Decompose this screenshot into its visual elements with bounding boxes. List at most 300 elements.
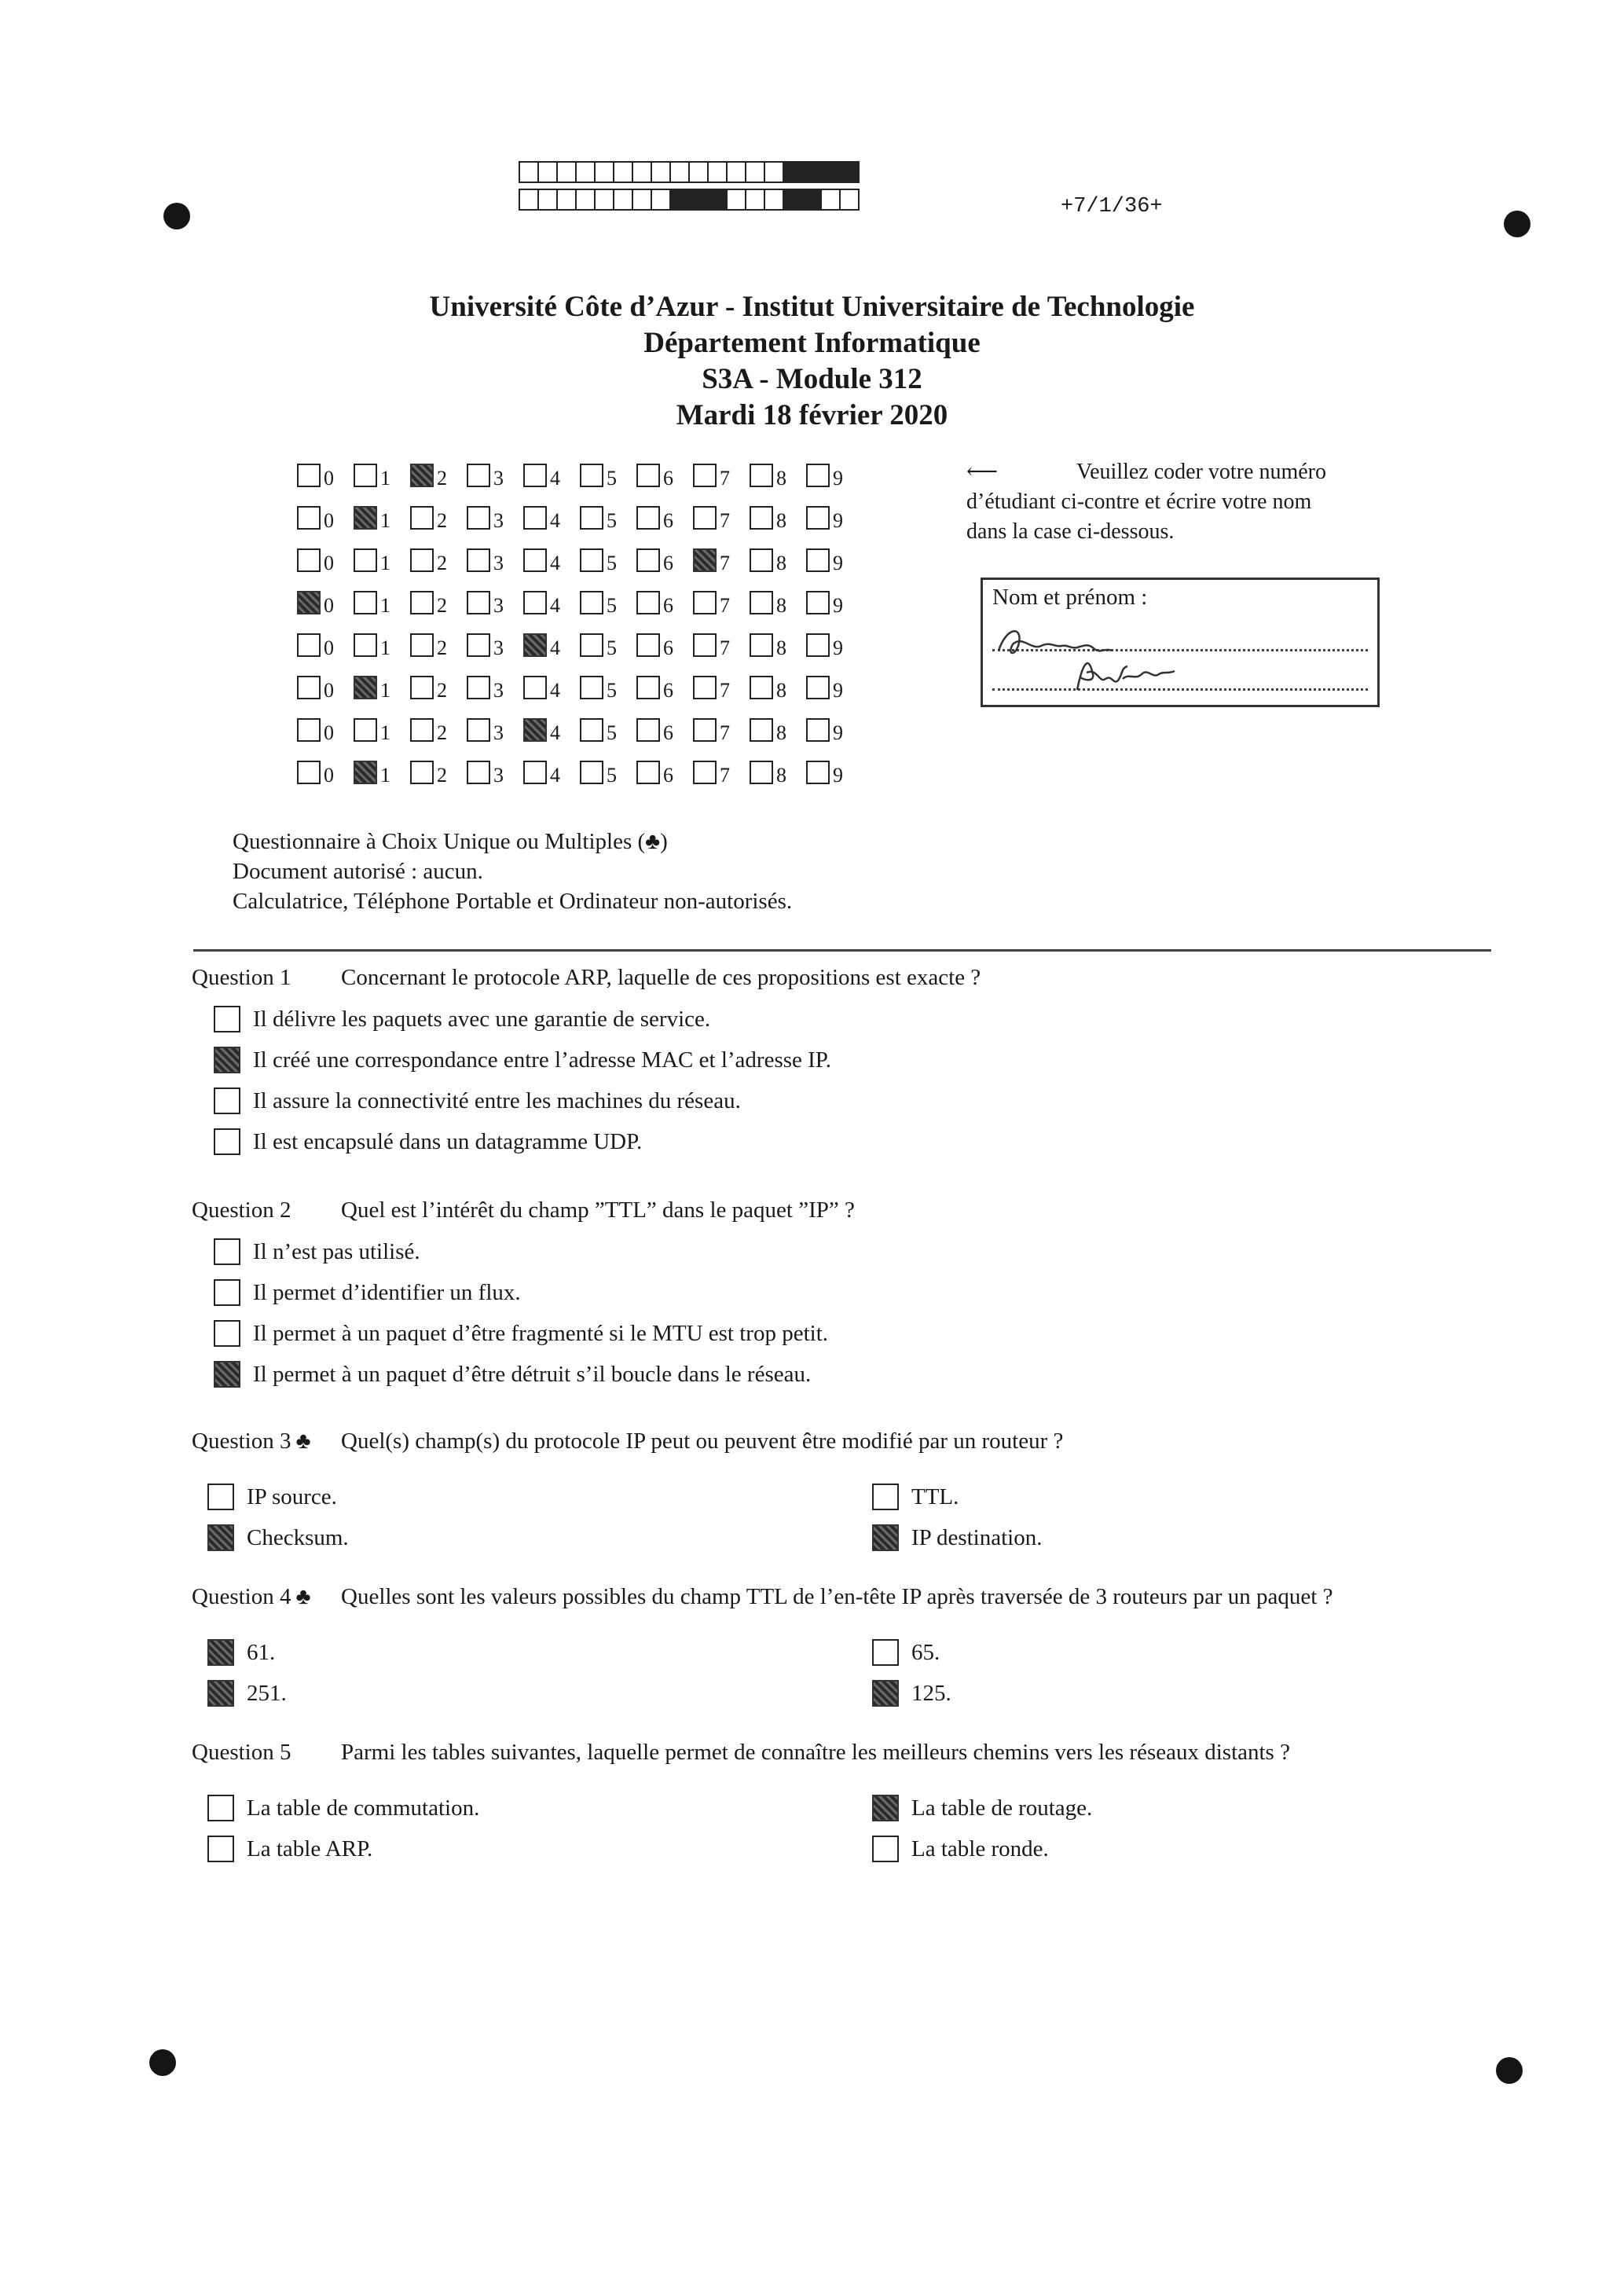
header-university: Université Côte d’Azur - Institut Universitaire de Technologie xyxy=(429,291,1195,323)
digit-checkbox[interactable] xyxy=(580,506,603,530)
digit-checkbox[interactable] xyxy=(693,591,717,614)
digit-checkbox[interactable] xyxy=(297,676,321,699)
digit-checkbox[interactable] xyxy=(467,718,490,742)
digit-checkbox[interactable] xyxy=(523,548,547,572)
digit-option[interactable] xyxy=(750,548,806,572)
answer-text: 125. xyxy=(911,1680,951,1706)
digit-label: 8 xyxy=(776,467,786,490)
answer-option[interactable] xyxy=(207,1795,479,1821)
digit-label: 3 xyxy=(493,467,504,490)
digit-option[interactable] xyxy=(693,464,750,490)
digit-label: 6 xyxy=(663,509,673,532)
answer-checkbox[interactable] xyxy=(207,1795,234,1821)
answer-text: 65. xyxy=(911,1639,940,1665)
answer-option[interactable] xyxy=(207,1484,337,1510)
digit-label: 8 xyxy=(776,764,786,787)
digit-label: 1 xyxy=(380,721,390,744)
answer-checkbox-checked[interactable] xyxy=(872,1524,899,1551)
digit-option[interactable] xyxy=(693,718,750,742)
digit-option[interactable] xyxy=(580,761,636,787)
digit-checkbox[interactable] xyxy=(467,464,490,487)
digit-checkbox[interactable] xyxy=(806,718,830,742)
digit-checkbox[interactable] xyxy=(580,591,603,614)
digit-checkbox[interactable] xyxy=(806,591,830,614)
answer-checkbox[interactable] xyxy=(214,1238,240,1265)
digit-option[interactable] xyxy=(750,464,806,490)
answer-checkbox[interactable] xyxy=(214,1087,240,1114)
student-number-instructions xyxy=(966,457,1391,547)
digit-checkbox[interactable] xyxy=(636,464,660,487)
digit-option[interactable] xyxy=(580,591,636,617)
question-5 xyxy=(192,1740,1496,1766)
answer-option[interactable] xyxy=(214,1279,521,1306)
digit-option[interactable] xyxy=(410,506,467,530)
digit-checkbox[interactable] xyxy=(636,676,660,699)
header-module: S3A - Module 312 xyxy=(702,363,922,395)
digit-option[interactable] xyxy=(580,464,636,490)
digit-checkbox[interactable] xyxy=(750,464,773,487)
digit-checkbox[interactable] xyxy=(523,591,547,614)
digit-checkbox[interactable] xyxy=(523,676,547,699)
digit-option[interactable] xyxy=(806,676,863,702)
question-number xyxy=(192,1198,341,1223)
answer-option[interactable] xyxy=(207,1680,287,1707)
digit-option[interactable] xyxy=(297,676,354,702)
digit-checkbox[interactable] xyxy=(410,464,434,487)
answer-text: IP source. xyxy=(247,1484,337,1509)
digit-option[interactable] xyxy=(750,633,806,657)
digit-option[interactable] xyxy=(806,464,863,490)
digit-label: 9 xyxy=(833,721,843,744)
digit-label: 6 xyxy=(663,636,673,659)
registration-mark-bottom-left xyxy=(149,2049,176,2076)
digit-option[interactable] xyxy=(806,761,863,787)
answer-checkbox-checked[interactable] xyxy=(872,1795,899,1821)
question-label: Question 2 xyxy=(192,1198,291,1223)
digit-option[interactable] xyxy=(410,761,467,787)
digit-checkbox[interactable] xyxy=(297,633,321,657)
digit-checkbox[interactable] xyxy=(297,761,321,784)
digit-label: 4 xyxy=(550,764,560,787)
digit-checkbox[interactable] xyxy=(636,718,660,742)
handwritten-name-signature xyxy=(983,580,1382,710)
digit-option[interactable] xyxy=(636,761,693,787)
digit-label: 6 xyxy=(663,552,673,574)
digit-checkbox[interactable] xyxy=(636,591,660,614)
student-number-row xyxy=(297,581,863,624)
digit-option[interactable] xyxy=(523,506,580,530)
question-title xyxy=(192,1429,1496,1454)
digit-checkbox[interactable] xyxy=(410,506,434,530)
question-number xyxy=(192,1429,341,1454)
digit-label: 6 xyxy=(663,721,673,744)
digit-checkbox[interactable] xyxy=(580,464,603,487)
digit-label: 1 xyxy=(380,552,390,574)
digit-option[interactable] xyxy=(750,761,806,787)
digit-label: 9 xyxy=(833,636,843,659)
digit-checkbox[interactable] xyxy=(467,548,490,572)
digit-option[interactable] xyxy=(354,718,410,742)
digit-label: 6 xyxy=(663,467,673,490)
digit-label: 7 xyxy=(720,552,730,574)
answer-option[interactable] xyxy=(214,1128,642,1155)
answer-option[interactable] xyxy=(872,1795,1092,1821)
digit-option[interactable] xyxy=(750,591,806,617)
digit-checkbox[interactable] xyxy=(693,464,717,487)
answer-text: Il créé une correspondance entre l’adresse MAC et l’adresse IP. xyxy=(253,1047,831,1073)
digit-label: 9 xyxy=(833,552,843,574)
digit-checkbox[interactable] xyxy=(354,718,377,742)
answer-checkbox[interactable] xyxy=(872,1836,899,1862)
digit-checkbox[interactable] xyxy=(750,718,773,742)
digit-checkbox[interactable] xyxy=(580,718,603,742)
digit-checkbox[interactable] xyxy=(806,761,830,784)
digit-checkbox[interactable] xyxy=(580,633,603,657)
digit-label: 4 xyxy=(550,679,560,702)
answer-text: 61. xyxy=(247,1639,276,1665)
digit-label: 3 xyxy=(493,594,504,617)
digit-label: 2 xyxy=(437,552,447,574)
digit-checkbox[interactable] xyxy=(523,761,547,784)
answer-checkbox[interactable] xyxy=(207,1484,234,1510)
answer-checkbox[interactable] xyxy=(214,1006,240,1032)
digit-checkbox[interactable] xyxy=(467,506,490,530)
digit-checkbox[interactable] xyxy=(750,591,773,614)
page-barcode-bottom xyxy=(519,189,858,212)
digit-checkbox[interactable] xyxy=(467,676,490,699)
digit-option[interactable] xyxy=(467,548,523,572)
digit-option[interactable] xyxy=(467,761,523,787)
digit-option[interactable] xyxy=(636,591,693,617)
digit-checkbox[interactable] xyxy=(750,506,773,530)
digit-option[interactable] xyxy=(523,464,580,490)
digit-label: 0 xyxy=(324,764,334,787)
digit-option[interactable] xyxy=(693,548,750,572)
digit-option[interactable] xyxy=(354,761,410,787)
digit-label: 5 xyxy=(607,679,617,702)
digit-option[interactable] xyxy=(636,718,693,742)
digit-checkbox[interactable] xyxy=(750,761,773,784)
digit-checkbox[interactable] xyxy=(693,633,717,657)
answer-option[interactable] xyxy=(214,1006,710,1032)
name-field[interactable] xyxy=(981,578,1380,707)
digit-checkbox[interactable] xyxy=(467,633,490,657)
digit-option[interactable] xyxy=(693,506,750,530)
student-number-row xyxy=(297,624,863,666)
digit-checkbox[interactable] xyxy=(636,506,660,530)
question-text: Quelles sont les valeurs possibles du champ TTL de l’en-tête IP après traversée de 3 routeurs par un paquet ? xyxy=(341,1584,1333,1609)
answer-checkbox-checked[interactable] xyxy=(214,1047,240,1073)
digit-label: 4 xyxy=(550,721,560,744)
digit-option[interactable] xyxy=(467,464,523,490)
digit-label: 8 xyxy=(776,636,786,659)
digit-label: 2 xyxy=(437,721,447,744)
digit-checkbox[interactable] xyxy=(410,676,434,699)
digit-option[interactable] xyxy=(410,633,467,657)
digit-checkbox[interactable] xyxy=(297,591,321,614)
digit-checkbox[interactable] xyxy=(693,718,717,742)
digit-label: 4 xyxy=(550,594,560,617)
question-text: Concernant le protocole ARP, laquelle de ces propositions est exacte ? xyxy=(341,965,981,990)
answer-option[interactable] xyxy=(872,1680,951,1707)
question-label: Question 1 xyxy=(192,965,291,990)
digit-label: 7 xyxy=(720,636,730,659)
digit-option[interactable] xyxy=(354,676,410,702)
digit-checkbox[interactable] xyxy=(523,718,547,742)
digit-label: 6 xyxy=(663,679,673,702)
digit-checkbox[interactable] xyxy=(806,506,830,530)
digit-checkbox[interactable] xyxy=(580,761,603,784)
digit-checkbox[interactable] xyxy=(750,633,773,657)
digit-label: 7 xyxy=(720,764,730,787)
digit-option[interactable] xyxy=(806,718,863,742)
digit-option[interactable] xyxy=(636,676,693,702)
digit-label: 8 xyxy=(776,679,786,702)
answer-text: Il délivre les paquets avec une garantie de service. xyxy=(253,1006,711,1032)
digit-option[interactable] xyxy=(523,591,580,617)
digit-label: 4 xyxy=(550,636,560,659)
digit-option[interactable] xyxy=(636,464,693,490)
question-number xyxy=(192,965,341,991)
digit-option[interactable] xyxy=(806,548,863,572)
digit-option[interactable] xyxy=(806,633,863,657)
digit-label: 3 xyxy=(493,636,504,659)
question-label: Question 3 xyxy=(192,1429,291,1454)
digit-option[interactable] xyxy=(467,718,523,742)
page-barcode-top xyxy=(519,161,858,185)
digit-option[interactable] xyxy=(467,633,523,657)
answer-checkbox-checked[interactable] xyxy=(214,1361,240,1388)
digit-checkbox[interactable] xyxy=(693,548,717,572)
digit-checkbox[interactable] xyxy=(523,464,547,487)
question-text: Quel est l’intérêt du champ ”TTL” dans le paquet ”IP” ? xyxy=(341,1198,855,1223)
digit-option[interactable] xyxy=(410,676,467,702)
exam-notes xyxy=(233,827,792,916)
digit-option[interactable] xyxy=(523,718,580,742)
digit-checkbox[interactable] xyxy=(297,464,321,487)
answer-checkbox[interactable] xyxy=(214,1128,240,1155)
digit-option[interactable] xyxy=(693,591,750,617)
digit-option[interactable] xyxy=(467,591,523,617)
note-devices: Calculatrice, Téléphone Portable et Ordinateur non-autorisés. xyxy=(233,889,793,914)
digit-checkbox[interactable] xyxy=(467,761,490,784)
digit-checkbox[interactable] xyxy=(806,464,830,487)
answer-option[interactable] xyxy=(872,1639,940,1666)
digit-option[interactable] xyxy=(297,548,354,572)
separator-line xyxy=(193,949,1491,952)
digit-option[interactable] xyxy=(297,633,354,657)
digit-label: 4 xyxy=(550,509,560,532)
digit-option[interactable] xyxy=(410,718,467,742)
answer-text: La table ARP. xyxy=(247,1836,373,1861)
digit-option[interactable] xyxy=(636,548,693,572)
digit-option[interactable] xyxy=(523,676,580,702)
instruction-line-2: d’étudiant ci-contre et écrire votre nom xyxy=(966,490,1312,514)
digit-checkbox[interactable] xyxy=(636,548,660,572)
digit-checkbox[interactable] xyxy=(806,633,830,657)
answer-option[interactable] xyxy=(872,1524,1042,1551)
answer-checkbox-checked[interactable] xyxy=(207,1524,234,1551)
exam-header xyxy=(0,289,1624,434)
digit-checkbox[interactable] xyxy=(750,548,773,572)
answer-option[interactable] xyxy=(214,1047,831,1073)
digit-label: 1 xyxy=(380,764,390,787)
digit-option[interactable] xyxy=(523,761,580,787)
digit-checkbox[interactable] xyxy=(354,548,377,572)
digit-checkbox[interactable] xyxy=(806,676,830,699)
answer-option[interactable] xyxy=(214,1087,741,1114)
digit-checkbox[interactable] xyxy=(636,761,660,784)
answer-checkbox-checked[interactable] xyxy=(207,1680,234,1707)
answer-text: Il assure la connectivité entre les machines du réseau. xyxy=(253,1087,741,1113)
digit-checkbox[interactable] xyxy=(410,591,434,614)
digit-checkbox[interactable] xyxy=(297,548,321,572)
digit-checkbox[interactable] xyxy=(580,548,603,572)
digit-option[interactable] xyxy=(636,633,693,657)
question-number xyxy=(192,1584,341,1610)
digit-option[interactable] xyxy=(523,548,580,572)
digit-option[interactable] xyxy=(580,506,636,530)
answer-checkbox[interactable] xyxy=(214,1320,240,1347)
digit-label: 3 xyxy=(493,721,504,744)
student-number-grid xyxy=(297,454,863,794)
digit-option[interactable] xyxy=(297,591,354,617)
digit-checkbox[interactable] xyxy=(410,633,434,657)
digit-option[interactable] xyxy=(806,506,863,530)
digit-label: 8 xyxy=(776,721,786,744)
digit-label: 0 xyxy=(324,552,334,574)
answer-text: La table ronde. xyxy=(911,1836,1049,1861)
registration-mark-top-right xyxy=(1504,211,1531,237)
digit-option[interactable] xyxy=(750,718,806,742)
digit-checkbox[interactable] xyxy=(750,676,773,699)
digit-checkbox[interactable] xyxy=(354,464,377,487)
digit-checkbox[interactable] xyxy=(693,506,717,530)
student-number-row xyxy=(297,539,863,581)
digit-option[interactable] xyxy=(410,591,467,617)
digit-option[interactable] xyxy=(467,676,523,702)
digit-checkbox[interactable] xyxy=(693,761,717,784)
digit-label: 6 xyxy=(663,594,673,617)
answer-checkbox[interactable] xyxy=(214,1279,240,1306)
digit-option[interactable] xyxy=(693,676,750,702)
digit-label: 5 xyxy=(607,721,617,744)
digit-checkbox[interactable] xyxy=(580,676,603,699)
digit-option[interactable] xyxy=(750,506,806,530)
digit-option[interactable] xyxy=(580,548,636,572)
digit-option[interactable] xyxy=(410,464,467,490)
answer-checkbox[interactable] xyxy=(872,1484,899,1510)
digit-label: 0 xyxy=(324,636,334,659)
digit-label: 4 xyxy=(550,552,560,574)
digit-label: 4 xyxy=(550,467,560,490)
digit-option[interactable] xyxy=(354,633,410,657)
digit-option[interactable] xyxy=(354,464,410,490)
answer-option[interactable] xyxy=(214,1361,811,1388)
digit-option[interactable] xyxy=(750,676,806,702)
digit-option[interactable] xyxy=(410,548,467,572)
question-text: Quel(s) champ(s) du protocole IP peut ou peuvent être modifié par un routeur ? xyxy=(341,1429,1064,1454)
answer-option[interactable] xyxy=(214,1320,828,1347)
digit-label: 7 xyxy=(720,679,730,702)
digit-option[interactable] xyxy=(354,591,410,617)
digit-option[interactable] xyxy=(580,676,636,702)
answer-option[interactable] xyxy=(207,1524,349,1551)
digit-label: 5 xyxy=(607,764,617,787)
digit-checkbox[interactable] xyxy=(410,718,434,742)
digit-option[interactable] xyxy=(806,591,863,617)
digit-label: 7 xyxy=(720,594,730,617)
digit-checkbox[interactable] xyxy=(410,761,434,784)
question-2 xyxy=(192,1198,1496,1223)
digit-option[interactable] xyxy=(693,633,750,657)
answer-option[interactable] xyxy=(207,1836,372,1862)
digit-option[interactable] xyxy=(297,506,354,530)
digit-option[interactable] xyxy=(580,633,636,657)
digit-checkbox[interactable] xyxy=(467,591,490,614)
answer-option[interactable] xyxy=(872,1484,959,1510)
question-3 xyxy=(192,1429,1496,1454)
answer-checkbox[interactable] xyxy=(207,1836,234,1862)
answer-option[interactable] xyxy=(214,1238,420,1265)
digit-checkbox[interactable] xyxy=(693,676,717,699)
digit-checkbox[interactable] xyxy=(354,676,377,699)
digit-label: 9 xyxy=(833,467,843,490)
digit-checkbox[interactable] xyxy=(523,506,547,530)
digit-option[interactable] xyxy=(297,761,354,787)
digit-checkbox[interactable] xyxy=(354,633,377,657)
digit-label: 5 xyxy=(607,509,617,532)
digit-option[interactable] xyxy=(354,506,410,530)
digit-label: 5 xyxy=(607,636,617,659)
digit-label: 3 xyxy=(493,764,504,787)
digit-checkbox[interactable] xyxy=(354,591,377,614)
digit-label: 0 xyxy=(324,721,334,744)
answer-checkbox[interactable] xyxy=(872,1639,899,1666)
digit-checkbox[interactable] xyxy=(354,506,377,530)
question-1 xyxy=(192,965,1496,991)
digit-option[interactable] xyxy=(354,548,410,572)
answer-text: Il est encapsulé dans un datagramme UDP. xyxy=(253,1128,643,1154)
digit-option[interactable] xyxy=(523,633,580,657)
digit-checkbox[interactable] xyxy=(523,633,547,657)
digit-option[interactable] xyxy=(297,718,354,742)
digit-label: 7 xyxy=(720,509,730,532)
digit-option[interactable] xyxy=(636,506,693,530)
digit-checkbox[interactable] xyxy=(806,548,830,572)
digit-checkbox[interactable] xyxy=(354,761,377,784)
digit-label: 1 xyxy=(380,509,390,532)
answer-text: Il permet à un paquet d’être détruit s’il boucle dans le réseau. xyxy=(253,1361,812,1387)
digit-checkbox[interactable] xyxy=(410,548,434,572)
question-label: Question 4 xyxy=(192,1584,291,1609)
digit-checkbox[interactable] xyxy=(636,633,660,657)
answer-option[interactable] xyxy=(207,1639,275,1666)
question-title xyxy=(192,1198,1496,1223)
digit-option[interactable] xyxy=(580,718,636,742)
student-number-row xyxy=(297,751,863,794)
digit-label: 3 xyxy=(493,509,504,532)
digit-checkbox[interactable] xyxy=(297,506,321,530)
answer-option[interactable] xyxy=(872,1836,1049,1862)
answer-checkbox-checked[interactable] xyxy=(872,1680,899,1707)
digit-option[interactable] xyxy=(693,761,750,787)
digit-label: 8 xyxy=(776,552,786,574)
digit-option[interactable] xyxy=(297,464,354,490)
digit-option[interactable] xyxy=(467,506,523,530)
digit-checkbox[interactable] xyxy=(297,718,321,742)
answer-checkbox-checked[interactable] xyxy=(207,1639,234,1666)
